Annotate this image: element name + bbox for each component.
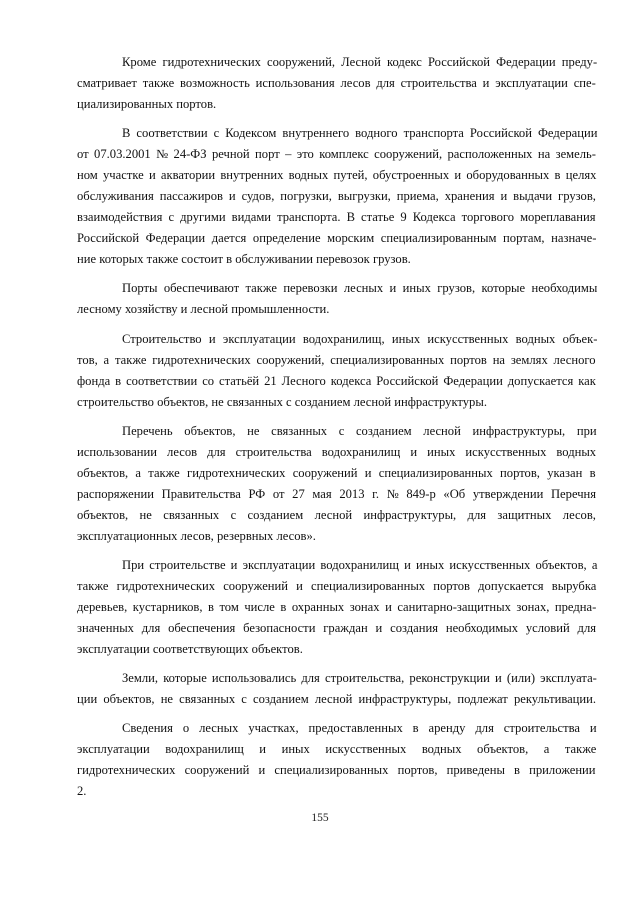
text-line: тов, а также гидротехнических сооружений, специализированных портов на землях лесного — [77, 353, 596, 367]
text-line: ном участке и акватории внутренних водных путей, обустроенных и оборудованных в целях — [77, 168, 597, 182]
text-line: эксплуатации водохранилищ и иных искусственных водных объектов, а также — [77, 742, 597, 756]
text-line: 2. — [77, 784, 87, 798]
text-line: значенных для обеспечения безопасности граждан и создания необходимых условий для — [77, 621, 597, 635]
text-line: обслуживания пассажиров и судов, погрузки, выгрузки, приема, хранения и выдачи грузов, — [77, 189, 596, 203]
text-line: объектов, а также гидротехнических сооружений и специализированных портов, указан в — [77, 466, 596, 480]
text-line: Порты обеспечивают также перевозки лесных и иных грузов, которые необходимы — [122, 281, 598, 295]
text-line: эксплуатационных лесов, резервных лесов». — [77, 529, 316, 543]
text-line: использовании лесов для строительства водохранилищ и иных искусственных водных — [77, 445, 597, 459]
text-line: При строительстве и эксплуатации водохранилищ и иных искусственных объектов, а — [122, 558, 598, 572]
text-line: Кроме гидротехнических сооружений, Лесной кодекс Российской Федерации преду- — [122, 55, 598, 69]
page-number: 155 — [311, 812, 329, 824]
text-line: распоряжении Правительства РФ от 27 мая 2013 г. № 849-р «Об утверждении Перечня — [77, 487, 597, 501]
text-line: циализированных портов. — [77, 97, 217, 111]
text-line: В соответствии с Кодексом внутреннего водного транспорта Российской Федерации — [122, 126, 598, 140]
text-line: Российской Федерации дается определение морским специализированным портам, назначе- — [77, 231, 597, 245]
text-line: Строительство и эксплуатации водохранилищ, иных искусственных водных объек- — [122, 332, 598, 346]
text-line: гидротехнических сооружений и специализированных портов, приведены в приложении — [77, 763, 596, 777]
text-line: ние которых также состоит в обслуживании перевозок грузов. — [77, 252, 411, 266]
text-line: Перечень объектов, не связанных с созданием лесной инфраструктуры, при — [122, 424, 597, 438]
text-line: сматривает также возможность использования лесов для строительства и эксплуатации спе- — [77, 76, 596, 90]
text-line: объектов, не связанных с созданием лесной инфраструктуры, для защитных лесов, — [77, 508, 596, 522]
text-line: фонда в соответствии со статьёй 21 Лесного кодекса Российской Федерации допускается как — [77, 374, 596, 388]
text-line: деревьев, кустарников, в том числе в охранных зонах и санитарно-защитных зонах, предна- — [77, 600, 597, 614]
text-line: Земли, которые использовались для строительства, реконструкции и (или) эксплуата- — [122, 671, 597, 685]
text-line: строительство объектов, не связанных с созданием лесной инфраструктуры. — [77, 395, 487, 409]
text-line: ции объектов, не связанных с созданием лесной инфраструктуры, подлежат рекультивации. — [77, 692, 597, 706]
text-line: взаимодействия с другими видами транспорта. В статье 9 Кодекса торгового мореплавания — [77, 210, 596, 224]
text-line: лесному хозяйству и лесной промышленности. — [77, 302, 330, 316]
text-line: от 07.03.2001 № 24-ФЗ речной порт – это комплекс сооружений, расположенных на земель- — [77, 147, 596, 161]
text-line: также гидротехнических сооружений и специализированных портов допускается вырубка — [77, 579, 597, 593]
text-line: эксплуатации соответствующих объектов. — [77, 642, 303, 656]
text-line: Сведения о лесных участках, предоставленных в аренду для строительства и — [122, 721, 597, 735]
